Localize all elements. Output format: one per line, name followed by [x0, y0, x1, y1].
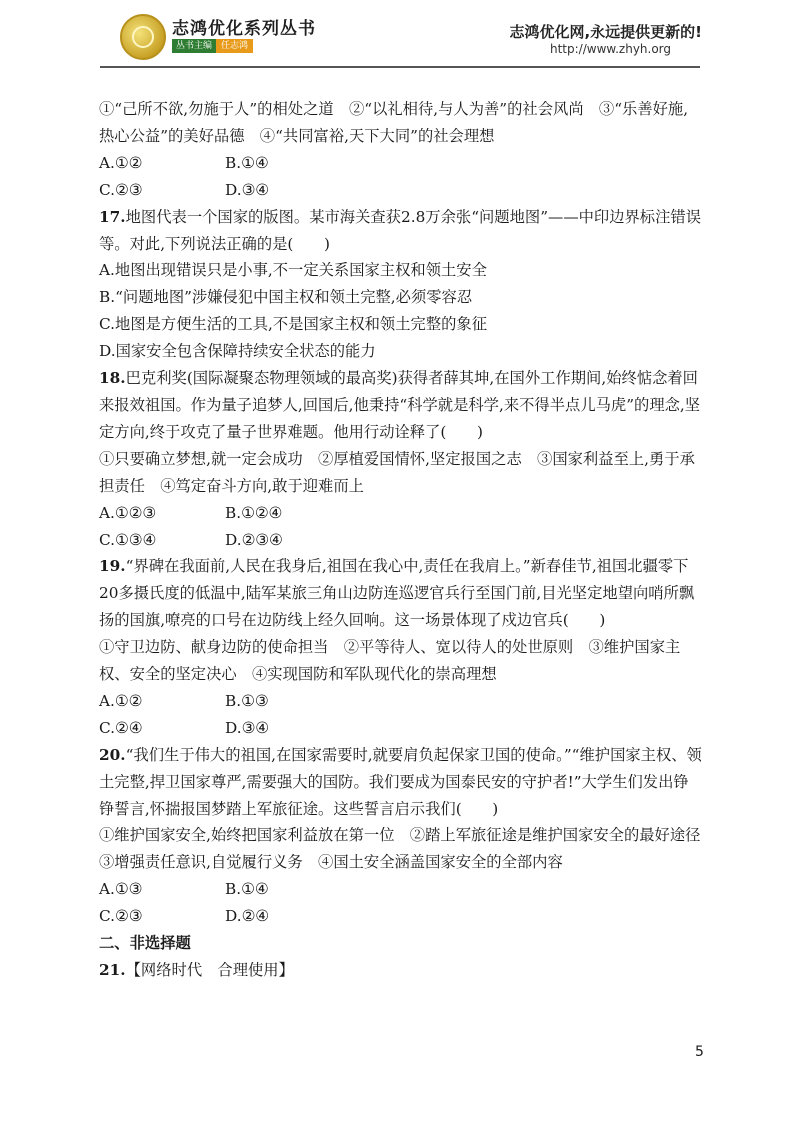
q20-option-a: A.①③ — [99, 880, 143, 899]
q16-option-d: D.③④ — [225, 180, 270, 199]
page-content — [99, 96, 716, 984]
q17-number: 17. — [99, 207, 126, 226]
q18-option-a: A.①②③ — [99, 503, 157, 522]
q19-option-c: C.②④ — [99, 718, 143, 737]
q20-option-b: B.①④ — [225, 880, 269, 899]
q17-option-b: B.“问题地图”涉嫌侵犯中国主权和领土完整,必须零容忍 — [99, 288, 473, 307]
q16-option-a: A.①② — [99, 153, 143, 172]
site-url-link[interactable]: http://www.zhyh.org — [550, 42, 672, 56]
series-logo-icon — [120, 14, 166, 60]
q18-option-d: D.②③④ — [225, 530, 283, 549]
q19-option-a: A.①② — [99, 691, 143, 710]
q18-option-b: B.①②④ — [225, 503, 283, 522]
q21-title: 【网络时代 合理使用】 — [125, 961, 294, 979]
q18-number: 18. — [99, 369, 126, 388]
q18-options-row-1 — [99, 500, 703, 527]
q20-question — [99, 742, 703, 823]
q19-number: 19. — [99, 557, 126, 576]
series-title: 志鸿优化系列丛书 — [172, 19, 316, 39]
q17-option-d: D.国家安全包含保障持续安全状态的能力 — [99, 342, 376, 361]
q18-statements: ①只要确立梦想,就一定会成功 ②厚植爱国情怀,坚定报国之志 ③国家利益至上,勇于承担责任 ④笃定奋斗方向,敢于迎难而上 — [99, 449, 695, 495]
q19-option-b: B.①③ — [225, 691, 269, 710]
q19-options-row-1 — [99, 688, 703, 715]
q16-options-row-1 — [99, 150, 703, 177]
q20-number: 20. — [99, 745, 126, 764]
q17-question — [99, 204, 703, 258]
q20-options-row-1 — [99, 876, 703, 903]
q20-statements: ①维护国家安全,始终把国家利益放在第一位 ②踏上军旅征途是维护国家安全的最好途径 ③增强责任意识,自觉履行义务 ④国土安全涵盖国家安全的全部内容 — [99, 826, 716, 872]
q18-option-c: C.①③④ — [99, 530, 157, 549]
header-divider — [100, 66, 700, 68]
editor-tag: 丛书主编 — [172, 39, 216, 53]
q21-question — [99, 957, 703, 984]
q21-number: 21. — [99, 961, 126, 979]
page-header — [0, 0, 800, 80]
q16-options-row-2 — [99, 177, 703, 204]
q19-stem: “界碑在我面前,人民在我身后,祖国在我心中,责任在我肩上。”新春佳节,祖国北疆零下20多摄氏度的低温中,陆军某旅三角山边防连巡逻官兵行至国门前,目光坚定地望向哨所飘扬的国旗,嘹亮的口号在边防线上经久回响。这一场景体现了戍边官兵( ) — [99, 557, 695, 630]
q18-question — [99, 365, 703, 446]
q16-option-b: B.①④ — [225, 153, 269, 172]
q17-option-a: A.地图出现错误只是小事,不一定关系国家主权和领土安全 — [99, 261, 487, 280]
q19-option-d: D.③④ — [225, 718, 270, 737]
q16-option-c: C.②③ — [99, 180, 143, 199]
q18-stem: 巴克利奖(国际凝聚态物理领域的最高奖)获得者薛其坤,在国外工作期间,始终惦念着回来报效祖国。作为量子追梦人,回国后,他秉持“科学就是科学,来不得半点儿马虎”的理念,坚定方向,终于攻克了量子世界难题。他用行动诠释了( ) — [99, 369, 701, 441]
q20-option-c: C.②③ — [99, 907, 143, 926]
q16-statements: ①“己所不欲,勿施于人”的相处之道 ②“以礼相待,与人为善”的社会风尚 ③“乐善好施,热心公益”的美好品德 ④“共同富裕,天下大同”的社会理想 — [99, 100, 689, 145]
q17-option-c: C.地图是方便生活的工具,不是国家主权和领土完整的象征 — [99, 315, 488, 334]
q18-options-row-2 — [99, 527, 703, 554]
q19-options-row-2 — [99, 715, 703, 742]
editor-name: 任志鸿 — [216, 39, 253, 53]
editor-badge — [172, 39, 253, 53]
q20-option-d: D.②④ — [225, 907, 270, 926]
q19-question — [99, 553, 703, 634]
q20-options-row-2 — [99, 903, 703, 930]
q17-stem: 地图代表一个国家的版图。某市海关查获2.8万余张“问题地图”——中印边界标注错误等。对此,下列说法正确的是( ) — [99, 207, 701, 253]
section-title: 二、非选择题 — [99, 934, 191, 953]
page-number: 5 — [695, 1044, 704, 1060]
q20-stem: “我们生于伟大的祖国,在国家需要时,就要肩负起保家卫国的使命。”“维护国家主权、领土完整,捍卫国家尊严,需要强大的国防。我们要成为国泰民安的守护者!”大学生们发出铮铮誓言,怀揣报国梦踏上军旅征途。这些誓言启示我们( ) — [99, 745, 702, 818]
site-slogan: 志鸿优化网,永远提供更新的! — [509, 23, 702, 41]
q19-statements: ①守卫边防、献身边防的使命担当 ②平等待人、宽以待人的处世原则 ③维护国家主权、安全的坚定决心 ④实现国防和军队现代化的崇高理想 — [99, 638, 681, 684]
